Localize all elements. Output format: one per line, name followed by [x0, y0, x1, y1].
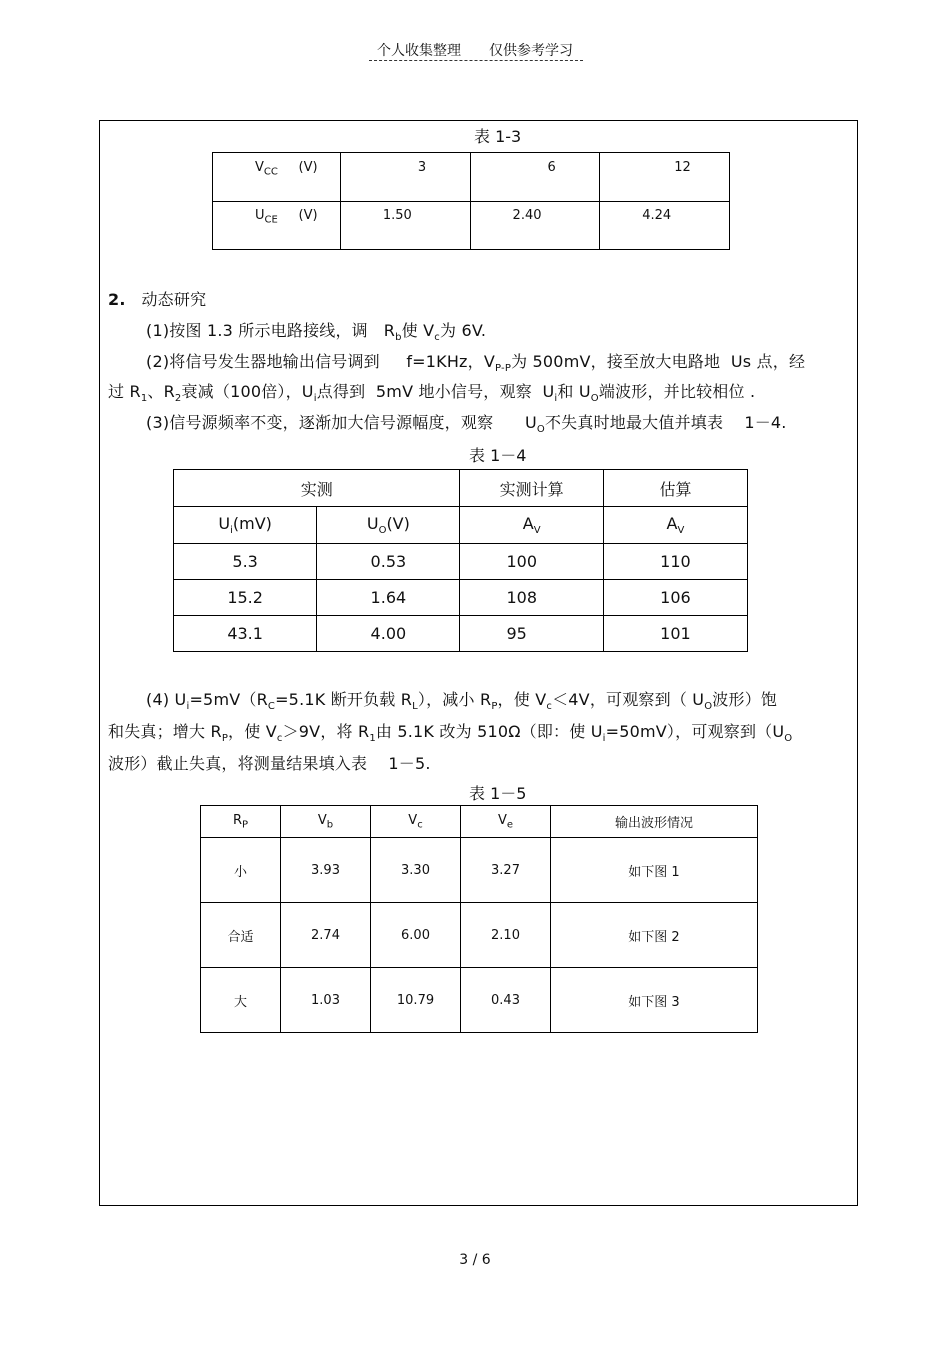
table-cell: 6.00: [371, 903, 461, 968]
table-cell: 5.3: [174, 544, 317, 580]
table-cell: 101: [603, 616, 747, 652]
table-cell: 10.79: [371, 968, 461, 1033]
table-row: [213, 202, 730, 250]
table-cell: 1.03: [281, 968, 371, 1033]
table-header-cell: $U_O(V)$: [317, 507, 460, 544]
table-header-cell: $V_b$: [281, 806, 371, 838]
table-cell: 如下图 3: [551, 968, 758, 1033]
paragraph-4-line-1: (4) $U_i=5mV(R_C=5.1K$ 断开负载 $R_L$），减小 $R_P$，使 $V_c<4V$，可观察到（ $U_O$波形）饱: [146, 690, 778, 713]
table-row: [174, 507, 748, 544]
table-cell: 1.64: [317, 580, 460, 616]
paragraph-3: (3)信号源频率不变，逐渐加大信号源幅度，观察 $U_O$不失真时地最大值并填表 1－4.: [146, 413, 787, 436]
table-row: [201, 838, 758, 903]
table-cell: 3: [340, 153, 470, 202]
table-cell: 0.53: [317, 544, 460, 580]
table-cell: 1.50: [340, 202, 470, 250]
table-cell: 2.74: [281, 903, 371, 968]
table-cell: $U_{CE}$ (V): [213, 202, 341, 250]
table-row: [201, 806, 758, 838]
table-cell: 108: [460, 580, 603, 616]
table-cell: 43.1: [174, 616, 317, 652]
page-number: 3 / 6: [459, 1252, 491, 1268]
table-cell: 如下图 1: [551, 838, 758, 903]
table-header-cell: $R_P$: [201, 806, 281, 838]
table-row: [174, 470, 748, 507]
table-1-3: [212, 152, 730, 250]
paragraph-2-line-2: 过 $R_1$、$R_2$衰减（100倍），$U_i$点得到 5mV 地小信号，观察 $U_i$和 $U_O$端波形，并比较相位 .: [108, 382, 756, 405]
header-right: 仅供参考学习: [489, 43, 573, 59]
table-row: [174, 580, 748, 616]
paragraph-4-line-2: 和失真；增大 $R_P$，使 $V_c>9V$，将 $R_1$由 5.1K 改为 510Ω（即：使 $U_i=50mV$），可观察到（$U_O$: [108, 722, 793, 745]
section-heading: 2. 动态研究: [108, 290, 207, 309]
table-row: [201, 968, 758, 1033]
table-cell: 6: [470, 153, 600, 202]
table-cell: 12: [600, 153, 730, 202]
table-header-cell: $U_i(mV)$: [174, 507, 317, 544]
table-cell: 2.40: [470, 202, 600, 250]
table-cell: 4.00: [317, 616, 460, 652]
table-cell: 106: [603, 580, 747, 616]
table-1-4: [173, 469, 748, 652]
table-cell: 95: [460, 616, 603, 652]
header-left: 个人收集整理: [377, 43, 461, 59]
table-row: [174, 544, 748, 580]
paragraph-2-line-1: (2)将信号发生器地输出信号调到 f=1KHz，$V_{P-P}$为 500mV，接至放大电路地 Us 点，经: [146, 352, 806, 375]
table-cell: 3.30: [371, 838, 461, 903]
table-header-cell: $V_c$: [371, 806, 461, 838]
table-row: [174, 616, 748, 652]
table-cell: 4.24: [600, 202, 730, 250]
table-row: [213, 153, 730, 202]
table-cell: 15.2: [174, 580, 317, 616]
table-cell: 大: [201, 968, 281, 1033]
table-header-cell: 实测计算: [460, 470, 603, 507]
table-cell: 3.27: [461, 838, 551, 903]
table-header-cell: $A_V$: [603, 507, 747, 544]
table-header-cell: $A_V$: [460, 507, 603, 544]
table-cell: 2.10: [461, 903, 551, 968]
table-cell: 如下图 2: [551, 903, 758, 968]
paragraph-1: (1)按图 1.3 所示电路接线，调 $R_b$使 $V_c$为 6V.: [146, 321, 487, 344]
table-cell: 3.93: [281, 838, 371, 903]
table-header-cell: 实测: [174, 470, 460, 507]
table-cell: 110: [603, 544, 747, 580]
table14-caption: 表 1－4: [469, 446, 527, 465]
table-header-cell: 输出波形情况: [551, 806, 758, 838]
header-rule: [369, 60, 583, 61]
table-cell: 合适: [201, 903, 281, 968]
table-header-cell: 估算: [603, 470, 747, 507]
page-header: [0, 40, 950, 60]
paragraph-4-line-3: 波形）截止失真，将测量结果填入表 1－5.: [108, 754, 431, 773]
table15-caption: 表 1－5: [469, 784, 527, 803]
table-row: [201, 903, 758, 968]
table-1-5: [200, 805, 758, 1033]
table13-caption: 表 1-3: [474, 127, 522, 146]
table-cell: $V_{CC}$ (V): [213, 153, 341, 202]
table-cell: 100: [460, 544, 603, 580]
content-frame: [99, 120, 858, 1206]
table-cell: 小: [201, 838, 281, 903]
table-header-cell: $V_e$: [461, 806, 551, 838]
table-cell: 0.43: [461, 968, 551, 1033]
